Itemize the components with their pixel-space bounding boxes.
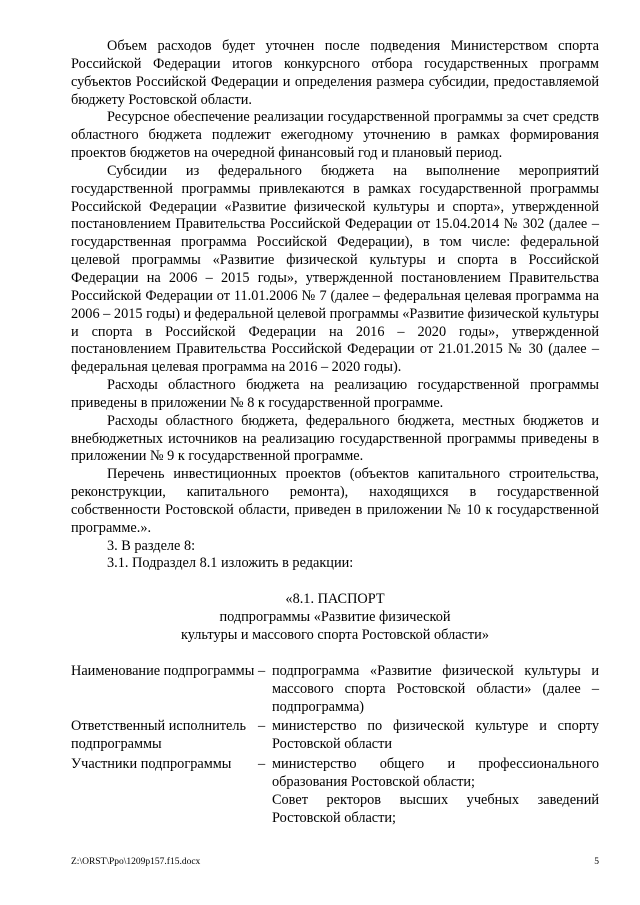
paragraph-all-budgets-expenses: Расходы областного бюджета, федерального бюджета, местных бюджетов и внебюджетных источников на реализацию государственной программы приведены в приложении № 9 к государственной программе.	[71, 412, 599, 465]
paragraph-regional-expenses: Расходы областного бюджета на реализацию государственной программы приведены в приложении № 8 к государственной программе.	[71, 377, 599, 411]
passport-row-executor	[71, 718, 599, 754]
passport-label: Ответственный исполнитель подпрограммы	[71, 718, 247, 753]
passport-label: Наименование подпрограммы	[71, 662, 255, 679]
passport-dash: –	[258, 662, 266, 679]
passport-value	[272, 663, 599, 717]
footer-page-number: 5	[594, 857, 599, 867]
passport-value	[272, 718, 599, 754]
passport-label: Участники подпрограммы	[71, 756, 232, 773]
paragraph-federal-subsidies: Субсидии из федерального бюджета на выполнение мероприятий государственной программы привлекаются в рамках государственной программы Российской Федерации «Развитие физической культуры и спорта», утвержденной постановлением Правительства Российской Федерации от 15.04.2014 № 302 (далее – государственная программа Российской Федерации), в том числе: федеральной целевой программы «Развитие физической культуры и спорта в Российской Федерации на 2006 – 2015 годы», утвержденной постановлением Правительства Российской Федерации от 11.01.2006 № 7 (далее – федеральная целевая программа на 2006 – 2015 годы) и федеральной целевой программы «Развитие физической культуры и спорта в Российской Федерации на 2016 – 2020 годы», утвержденной постановлением Правительства Российской Федерации от 21.01.2015 № 30 (далее – федеральная целевая программа на 2016 – 2020 годы).	[71, 162, 599, 376]
item-subsection-8-1: 3.1. Подраздел 8.1 изложить в редакции:	[107, 555, 354, 572]
paragraph-subsidy-volume: Объем расходов будет уточнен после подведения Министерством спорта Российской Федерации итогов конкурсного отбора государственных программ субъектов Российской Федерации и определения размера субсидии, предоставляемой бюджету Ростовской области.	[71, 38, 599, 108]
page-footer	[71, 857, 599, 867]
paragraph-resource-support: Ресурсное обеспечение реализации государственной программы за счет средств областного бюджета подлежит ежегодному уточнению в рамках формирования проектов бюджетов на очередной финансовый год и плановый период.	[71, 109, 599, 162]
passport-value-line: министерство по физической культуре и спорту Ростовской области	[272, 718, 599, 753]
paragraph-investment-projects: Перечень инвестиционных проектов (объектов капитального строительства, реконструкции, капитального ремонта), находящихся в государственной собственности Ростовской области, приведен в приложении № 10 к государственной программе.».	[71, 466, 599, 536]
passport-heading-line-3: культуры и массового спорта Ростовской области»	[181, 627, 489, 643]
passport-value-line: министерство общего и профессионального образования Ростовской области;	[272, 756, 599, 790]
passport-heading-line-1: «8.1. ПАСПОРТ	[285, 591, 385, 608]
passport-dash: –	[258, 756, 266, 773]
passport-value-line: Совет ректоров высших учебных заведений Ростовской области;	[272, 791, 599, 826]
passport-row-name	[71, 663, 599, 717]
passport-dash: –	[258, 718, 266, 735]
item-section-8: 3. В разделе 8:	[107, 537, 196, 554]
passport-value	[272, 756, 599, 827]
footer-file-path: Z:\ORST\Ppo\1209p157.f15.docx	[71, 857, 201, 867]
passport-value-line: подпрограмма «Развитие физической культуры и массового спорта Ростовской области» (далее – подпрограмма)	[272, 662, 599, 715]
passport-table	[71, 663, 599, 828]
passport-row-participants	[71, 756, 599, 827]
passport-heading-line-2: подпрограммы «Развитие физической	[219, 609, 451, 626]
passport-heading	[71, 591, 599, 645]
